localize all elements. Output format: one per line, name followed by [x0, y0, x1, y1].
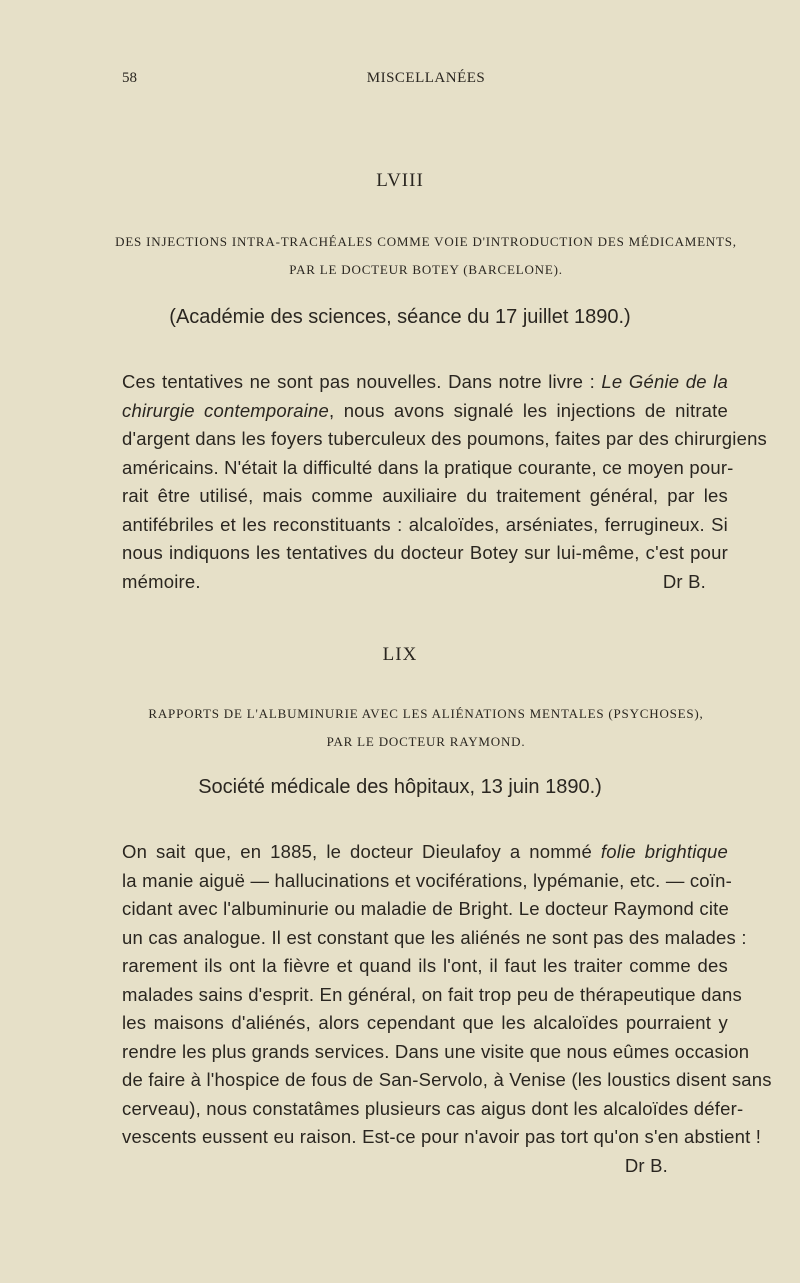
section-number-lix: LIX — [382, 644, 418, 665]
text-line: vescents eussent eu raison. Est-ce pour n'avoir pas tort qu'on s'en abstient ! — [122, 1126, 762, 1147]
text-line: malades sains d'esprit. En général, on fait trop peu de thérapeutique dans — [122, 983, 742, 1005]
text-line: nous indiquons les tentatives du docteur Botey sur lui-même, c'est pour — [122, 542, 728, 563]
section-number-lviii: LVIII — [376, 170, 424, 191]
text-line: les maisons d'aliénés, alors cependant que les alcaloïdes pourraient y — [122, 1012, 728, 1033]
text-line: On sait que, en 1885, le docteur Dieulafoy a nommé folie brightique — [122, 841, 729, 862]
venue-lviii: (Académie des sciences, séance du 17 juillet 1890.) — [169, 306, 631, 328]
section-title-line: PAR LE DOCTEUR BOTEY (BARCELONE). — [289, 262, 563, 277]
text-line: américains. N'était la difficulté dans la pratique courante, ce moyen pour- — [122, 456, 734, 478]
signature: Dr B. — [662, 570, 706, 592]
signature: Dr B. — [624, 1154, 668, 1176]
section-title-line: RAPPORTS DE L'ALBUMINURIE AVEC LES ALIÉNATIONS MENTALES (PSYCHOSES), — [148, 706, 704, 721]
paragraph-lviii — [122, 368, 768, 596]
text-line: d'argent dans les foyers tuberculeux des poumons, faites par des chirurgiens — [122, 428, 768, 449]
text-line: antifébriles et les reconstituants : alcaloïdes, arséniates, ferrugineux. Si — [122, 513, 728, 535]
italic-title: chirurgie contemporaine — [122, 399, 330, 421]
section-title-lix — [112, 700, 740, 756]
running-head: MISCELLANÉES — [366, 70, 486, 86]
italic-term: folie brightique — [600, 841, 729, 862]
page-header — [122, 70, 730, 94]
page-number: 58 — [122, 70, 137, 86]
text-line: chirurgie contemporaine, nous avons signalé les injections de nitrate — [122, 399, 728, 421]
venue-lix: Société médicale des hôpitaux, 13 juin 1890.) — [198, 776, 602, 798]
text-line: rarement ils ont la fièvre et quand ils l'ont, il faut les traiter comme des — [122, 955, 728, 976]
text-line: rendre les plus grands services. Dans une visite que nous eûmes occasion — [122, 1040, 750, 1062]
text-line: la manie aiguë — hallucinations et vociférations, lypémanie, etc. — coïn- — [122, 869, 732, 891]
section-title-line: DES INJECTIONS INTRA-TRACHÉALES COMME VOIE D'INTRODUCTION DES MÉDICAMENTS, — [115, 234, 737, 249]
text-line: mémoire. Dr B. — [122, 568, 728, 597]
section-title-lviii — [112, 228, 740, 284]
text-line: un cas analogue. Il est constant que les aliénés ne sont pas des malades : — [122, 926, 747, 948]
text-line: cidant avec l'albuminurie ou maladie de Bright. Le docteur Raymond cite — [122, 898, 729, 919]
section-title-line: PAR LE DOCTEUR RAYMOND. — [326, 734, 526, 749]
text-line: rait être utilisé, mais comme auxiliaire du traitement général, par les — [122, 485, 728, 506]
paragraph-lix — [122, 838, 772, 1180]
text-line: cerveau), nous constatâmes plusieurs cas aigus dont les alcaloïdes défer- — [122, 1097, 744, 1119]
text-line: de faire à l'hospice de fous de San-Servolo, à Venise (les loustics disent sans — [122, 1069, 772, 1090]
text-line: Ces tentatives ne sont pas nouvelles. Dans notre livre : Le Génie de la — [122, 371, 728, 392]
italic-title: Le Génie de la — [601, 371, 728, 392]
